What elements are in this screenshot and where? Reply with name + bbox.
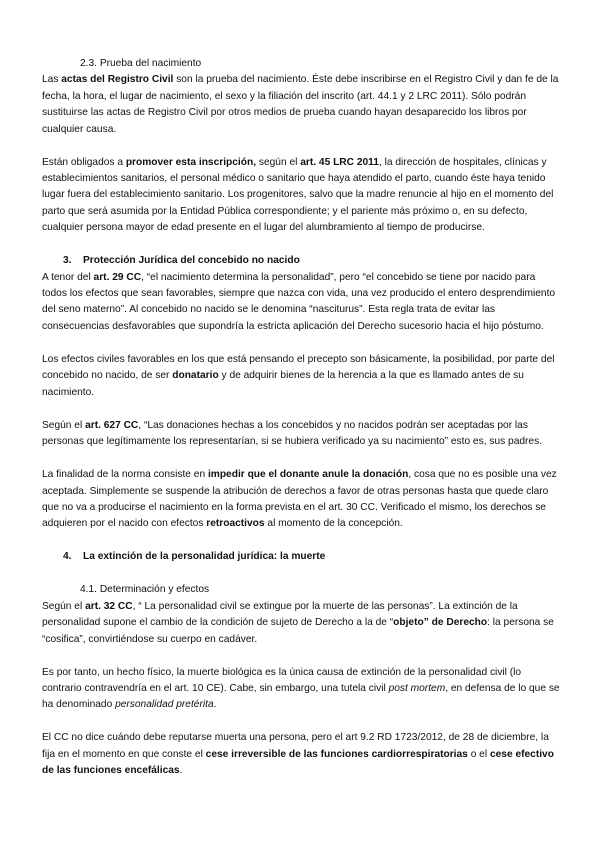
- section-3-paragraph-1: A tenor del art. 29 CC, “el nacimiento determina la personalidad”, pero “el concebido se tiene por nacido para todos los efectos que sean favorables, siempre que nazca con vida, una vez producido el entero desprendimiento del seno materno”. Al concebido no nacido se le denomina “nasciturus”. Esta regla trata de evitar las consecuencias desfavorables que supondría la estricta aplicación del Derecho sucesorio hacia el hijo póstumo.: [42, 271, 556, 332]
- section-2-3-paragraph-1: Las actas del Registro Civil son la prueba del nacimiento. Éste debe inscribirse en el Registro Civil y dan fe de la fecha, la hora, el lugar de nacimiento, el sexo y la filiación del inscrito (art. 44.1 y 2 LRC 2011). Sólo podrán sustituirse las actas de Registro Civil por otros medios de prueba cuando hayan desaparecido los libros por cualquier causa.: [42, 74, 559, 135]
- section-4-1-heading: 4.1. Determinación y efectos: [80, 584, 210, 596]
- section-4-paragraph-2: Es por tanto, un hecho físico, la muerte biológica es la única causa de extinción de la personalidad civil (lo contrario contravendría en el art. 10 CE). Cabe, sin embargo, una tutela civil post mortem, en defensa de lo que se ha denominado personalidad pretérita.: [42, 666, 560, 711]
- section-4-heading: [42, 549, 562, 565]
- section-2-3-paragraph-2: Están obligados a promover esta inscripción, según el art. 45 LRC 2011, la dirección de hospitales, clínicas y establecimientos sanitarios, el personal médico o sanitario que haya atendido el parto, cuando éste haya tenido lugar fuera del establecimiento sanitario. Los progenitores, salvo que la madre renuncie al hijo en el momento del parto que será asumida por la Entidad Pública correspondiente; y el pariente más próximo o, en su defecto, cualquier persona mayor de edad presente en el lugar del alumbramiento al tiempo de producirse.: [42, 156, 554, 234]
- section-4-paragraph-3: El CC no dice cuándo debe reputarse muerta una persona, pero el art 9.2 RD 1723/2012, de 28 de diciembre, la fija en el momento en que conste el cese irreversible de las funciones cardiorrespiratorias o el cese efectivo de las funciones encefálicas.: [42, 732, 554, 777]
- section-3-paragraph-2: Los efectos civiles favorables en los que está pensando el precepto son básicamente, la posibilidad, por parte del concebido no nacido, de ser donatario y de adquirir bienes de la herencia a la que es llamado antes de su nacimiento.: [42, 353, 555, 398]
- section-3-paragraph-4: La finalidad de la norma consiste en impedir que el donante anule la donación, cosa que no es posible una vez aceptada. Simplemente se suspende la atribución de derechos a favor de otras personas hasta que quede claro que no va a producirse el nacimiento en la forma prevista en el art. 30 CC. Verificado el mismo, los derechos se adquieren por el nacido con efectos retroactivos al momento de la concepción.: [42, 469, 557, 530]
- section-4-paragraph-1: Según el art. 32 CC, “ La personalidad civil se extingue por la muerte de las personas”. La extinción de la personalidad supone el cambio de la condición de sujeto de Derecho a la de “objeto” de Derecho: la persona se “cosifica”, convirtiéndose su cuerpo en cadáver.: [42, 600, 554, 645]
- section-3-paragraph-3: Según el art. 627 CC, “Las donaciones hechas a los concebidos y no nacidos podrán ser aceptadas por las personas que legítimamente los representarían, si se hubiera verificado ya su nacimiento” esto es, sus padres.: [42, 419, 543, 448]
- section-3-number: 3.: [63, 255, 72, 267]
- document-page: [42, 56, 562, 780]
- section-3-title: Protección Jurídica del concebido no nacido: [83, 255, 300, 267]
- section-4-title: La extinción de la personalidad jurídica: la muerte: [83, 551, 326, 563]
- section-3-heading: [42, 253, 562, 269]
- section-4-number: 4.: [63, 551, 72, 563]
- section-2-3-heading: 2.3. Prueba del nacimiento: [80, 58, 202, 69]
